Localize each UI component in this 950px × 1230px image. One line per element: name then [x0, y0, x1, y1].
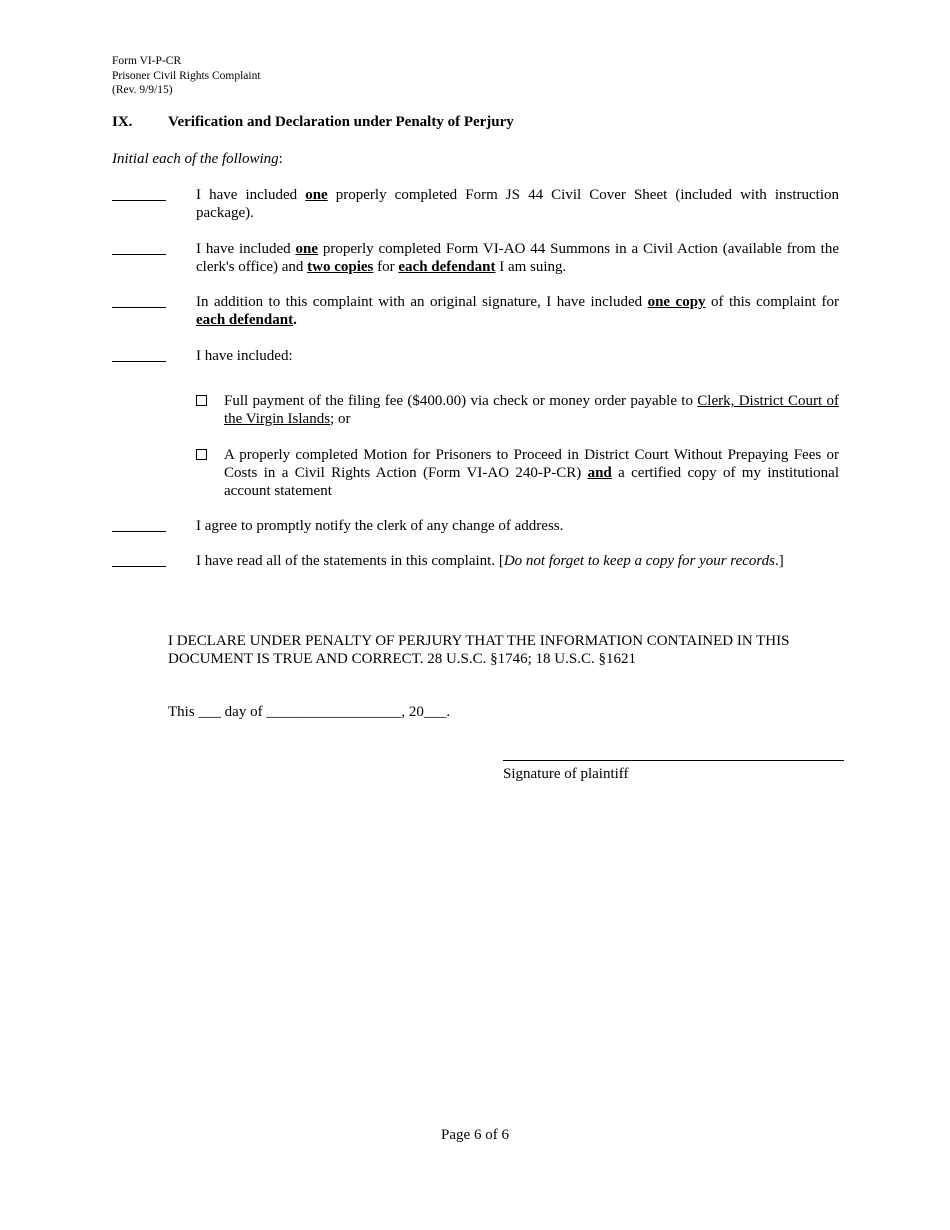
initial-blank[interactable] — [112, 293, 166, 308]
section-title: Verification and Declaration under Penalty of Perjury — [168, 114, 514, 130]
checklist-item: In addition to this complaint with an original signature, I have included one copy of this complaint for each defendant. — [112, 293, 839, 329]
initial-blank[interactable] — [112, 517, 166, 532]
form-id: Form VI-P-CR — [112, 55, 182, 67]
initial-blank[interactable] — [112, 552, 166, 567]
form-header — [112, 54, 261, 98]
fee-option: Full payment of the filing fee ($400.00) via check or money order payable to Clerk, District Court of the Virgin Islands; or — [196, 392, 839, 428]
checklist-item: I have included one properly completed Form VI-AO 44 Summons in a Civil Action (available from the clerk's office) and two copies for each defendant I am suing. — [112, 240, 839, 276]
initial-blank[interactable] — [112, 347, 166, 362]
perjury-declaration: I DECLARE UNDER PENALTY OF PERJURY THAT THE INFORMATION CONTAINED IN THIS DOCUMENT IS TRUE AND CORRECT. 28 U.S.C. §1746; 18 U.S.C. §1621 — [168, 633, 790, 667]
form-revision: (Rev. 9/9/15) — [112, 84, 173, 96]
section-number: IX. — [112, 114, 133, 130]
checklist-item: I have read all of the statements in this complaint. [Do not forget to keep a copy for your records.] — [112, 552, 839, 570]
signature-line[interactable] — [503, 760, 844, 761]
page-number: Page 6 of 6 — [441, 1127, 509, 1143]
checklist-item: I agree to promptly notify the clerk of any change of address. — [112, 517, 839, 535]
section-heading — [112, 114, 514, 131]
date-line[interactable]: This ___ day of __________________, 20___. — [168, 704, 451, 720]
checklist-item: I have included: — [112, 347, 839, 365]
fee-option: A properly completed Motion for Prisoners to Proceed in District Court Without Prepaying Fees or Costs in a Civil Rights Action (Form VI-AO 240-P-CR) and a certified copy of my institutional account statement — [196, 446, 839, 500]
signature-label: Signature of plaintiff — [503, 766, 629, 782]
checkbox[interactable] — [196, 395, 207, 406]
form-name: Prisoner Civil Rights Complaint — [112, 69, 261, 82]
checkbox[interactable] — [196, 449, 207, 460]
initial-blank[interactable] — [112, 240, 166, 255]
checklist-item: I have included one properly completed Form JS 44 Civil Cover Sheet (included with instruction package). — [112, 186, 839, 222]
instructions: Initial each of the following: — [112, 151, 283, 167]
initial-blank[interactable] — [112, 186, 166, 201]
